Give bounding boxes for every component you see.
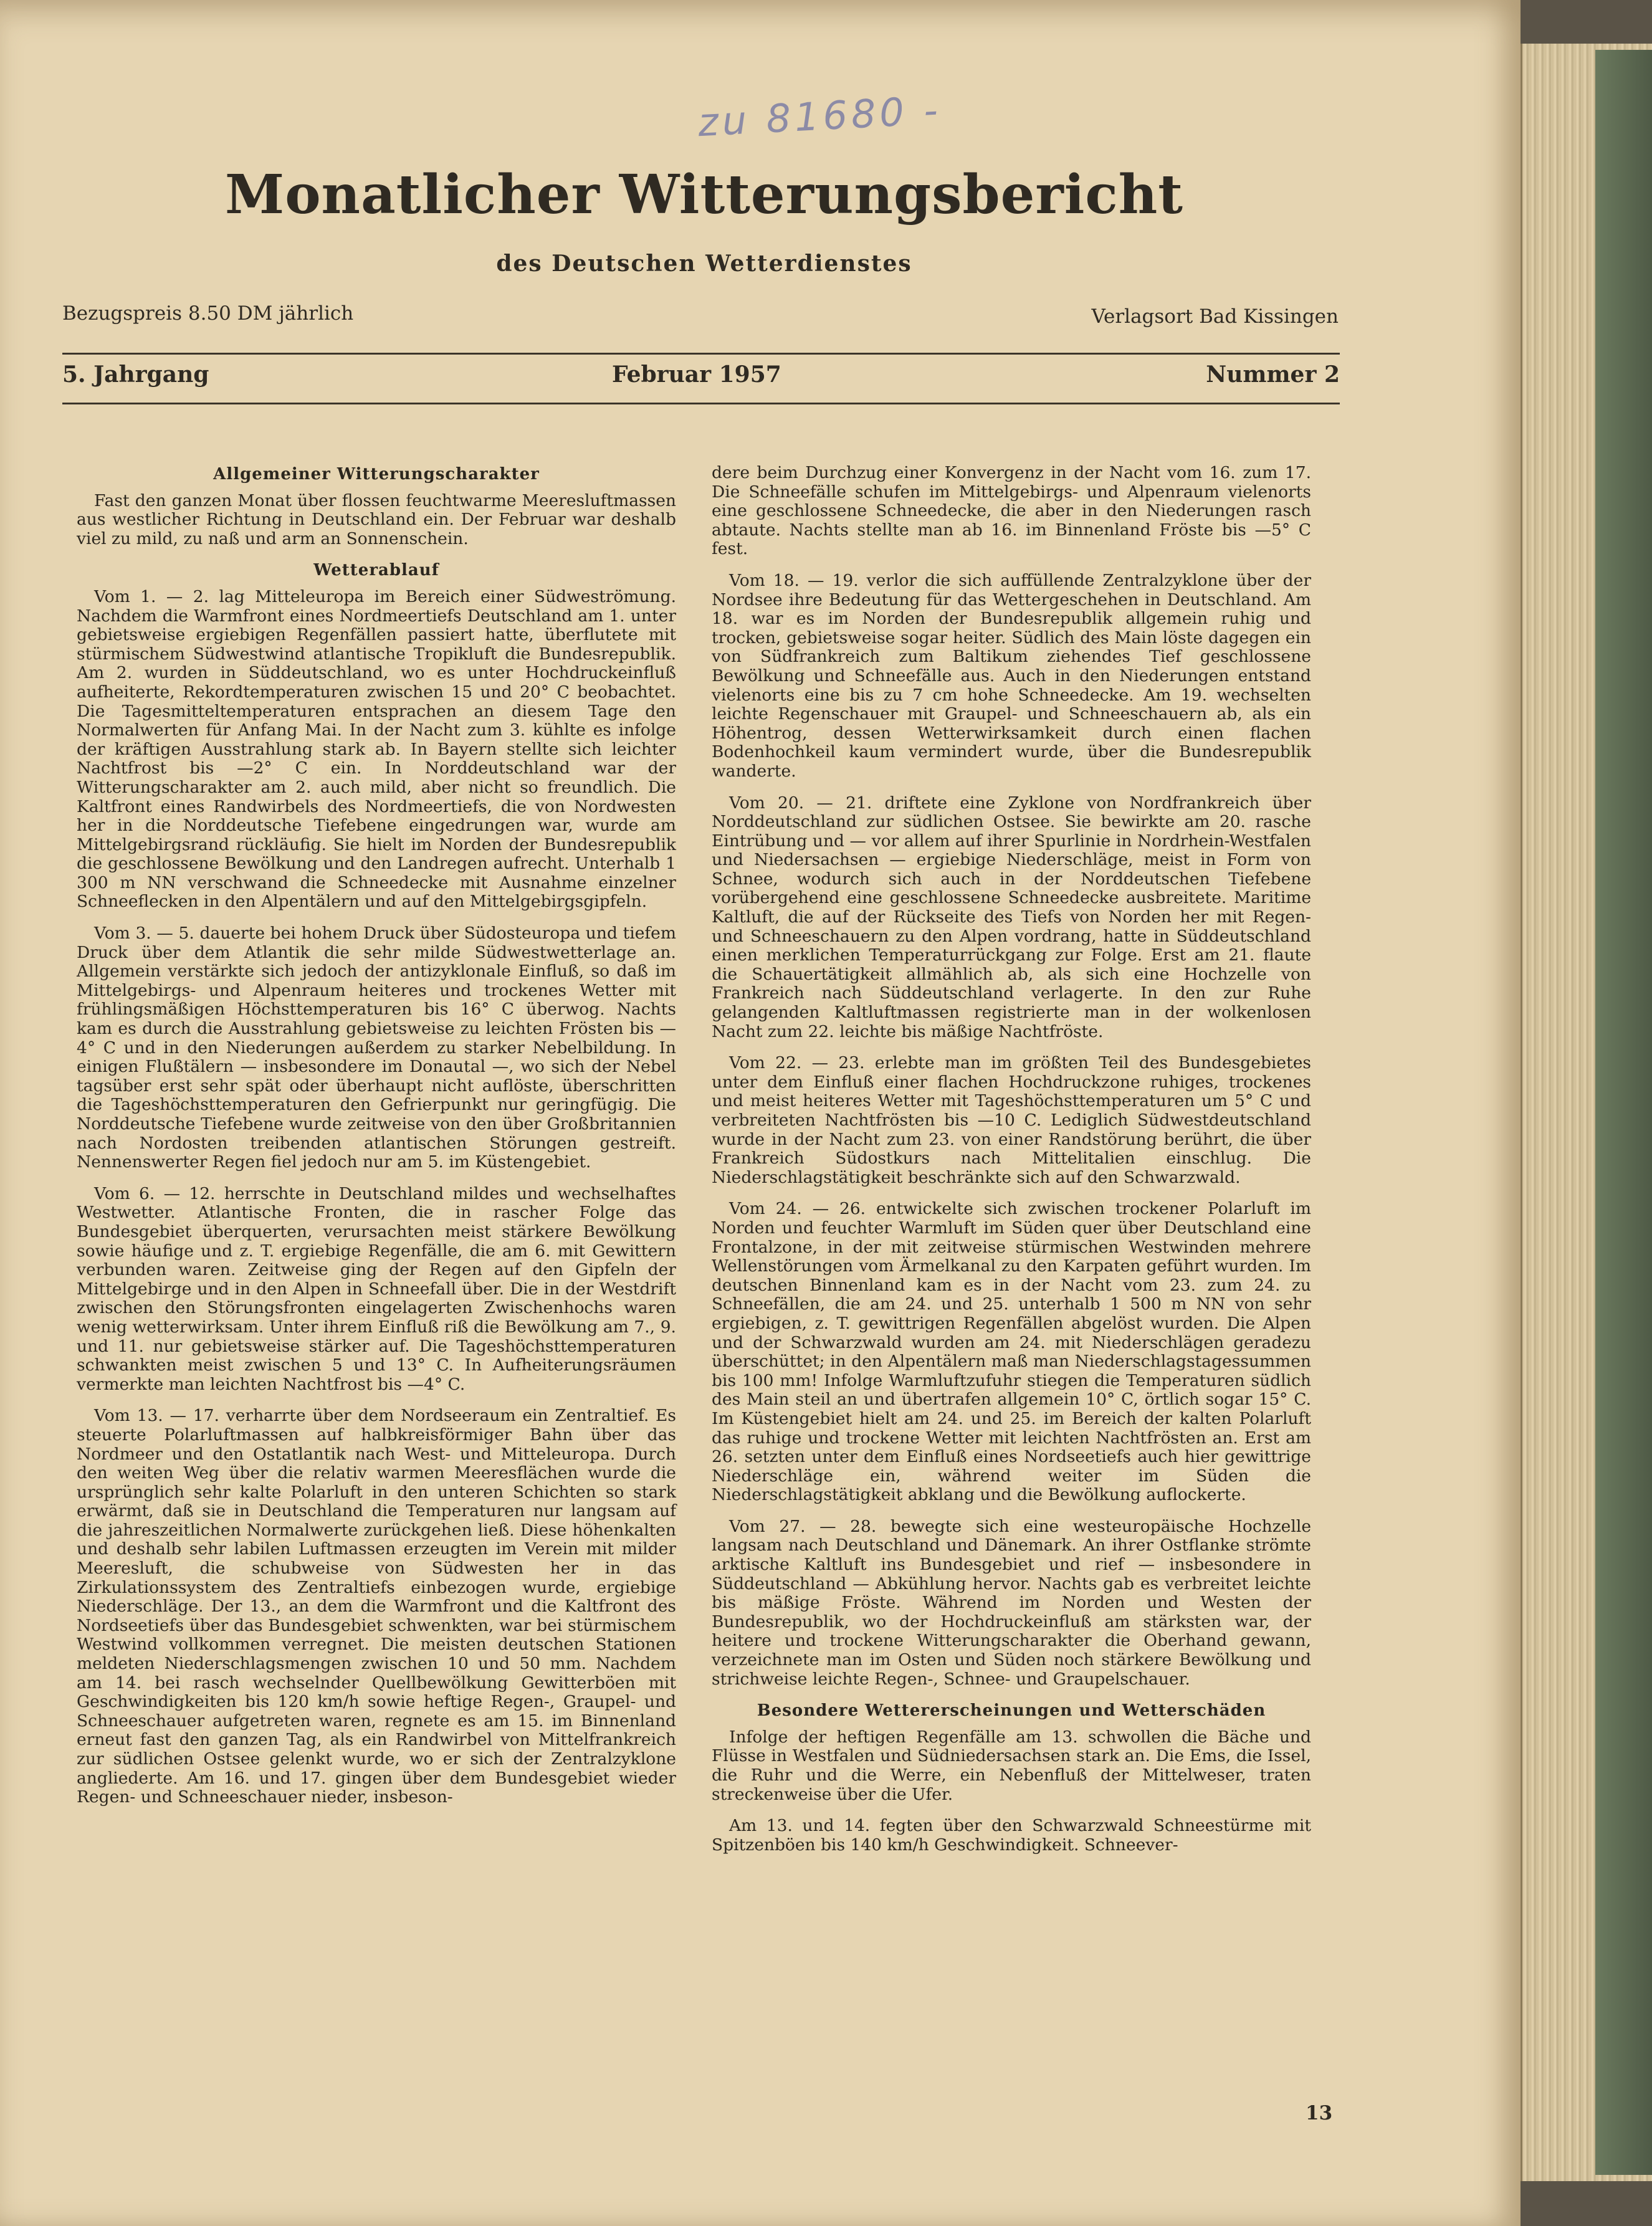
weather-damage-heading: Besondere Wettererscheinungen und Wetterschäden — [757, 1701, 1266, 1721]
paragraph-3-5: Vom 3. — 5. dauerte bei hohem Druck über Südosteuropa und tiefem Druck über dem Atlantik die sehr milde Südwestwetterlage an. Allgemein verstärkte sich jedoch der antizyklonale Einfluß, so daß im Mittelgebirgs- und Alpenraum heiteres und trockenes Wetter mit frühlingsmäßigen Höchsttemperaturen bis 16° C überwog. Nachts kam es durch die Ausstrahlung gebietsweise zu leichten Frösten bis —4° C und in den Niederungen außerdem zu starker Nebelbildung. In einigen Flußtälern — insbesondere im Donautal —, wo sich der Nebel tagsüber erst sehr spät oder überhaupt nicht auflöste, überschritten die Tageshöchsttemperaturen den Gefrierpunkt nur geringfügig. Die Norddeutsche Tiefebene wurde zeitweise von den über Großbritannien nach Nordosten treibenden atlantischen Störungen gestreift. Nennenswerter Regen fiel jedoch nur am 5. im Küstengebiet. — [77, 924, 676, 1172]
paragraph-22-23: Vom 22. — 23. erlebte man im größten Teil des Bundesgebietes unter dem Einfluß einer flachen Hochdruckzone ruhiges, trockenes und meist heiteres Wetter mit Tageshöchsttemperaturen um 5° C und verbreiteten Nachtfrösten bis —10 C. Lediglich Südwestdeutschland wurde in der Nacht zum 23. von einer Randstörung berührt, die über Frankreich Südostkurs nach Mittelitalien einschlug. Die Niederschlagstätigkeit beschränkte sich auf den Schwarzwald. — [712, 1053, 1311, 1187]
paragraph-1-2: Vom 1. — 2. lag Mitteleuropa im Bereich einer Südweströmung. Nachdem die Warmfront eines Nordmeertiefs Deutschland am 1. unter gebietsweise ergiebigen Regenfällen passiert hatte, überflutete mit stürmischem Südwestwind atlantische Tropikluft die Bundesrepublik. Am 2. wurden in Süddeutschland, wo es unter Hochdruckeinfluß aufheiterte, Rekordtemperaturen zwischen 15 und 20° C beobachtet. Die Tagesmitteltemperaturen entsprachen an diesem Tage den Normalwerten für Anfang Mai. In der Nacht zum 3. kühlte es infolge der kräftigen Ausstrahlung stark ab. In Bayern stellte sich leichter Nachtfrost bis —2° C ein. In Norddeutschland war der Witterungscharakter am 2. auch mild, aber nicht so freundlich. Die Kaltfront eines Randwirbels des Nordmeertiefs, die von Nordwesten her in die Norddeutsche Tiefebene eingedrungen war, wurde am Mittelgebirgsrand rückläufig. Sie hielt im Norden der Bundesrepublik die geschlossene Bewölkung und den Landregen aufrecht. Unterhalb 1 300 m NN verschwand die Schneedecke mit Ausnahme einzelner Schneeflecken in den Alpentälern und auf den Mittelgebirgsgipfeln. — [77, 586, 676, 912]
general-character-text: Fast den ganzen Monat über flossen feuchtwarme Meeresluftmassen aus westlicher Richtung in Deutschland ein. Der Februar war deshalb viel zu mild, zu naß und arm an Sonnenschein. — [77, 490, 676, 548]
weather-course-heading: Wetterablauf — [313, 561, 439, 580]
publication-title: Monatlicher Witterungsbericht — [225, 163, 1183, 226]
subscription-price: Bezugspreis 8.50 DM jährlich — [62, 302, 354, 325]
publishing-place: Verlagsort Bad Kissingen — [1091, 305, 1339, 328]
paragraph-24-26: Vom 24. — 26. entwickelte sich zwischen trockener Polarluft im Norden und feuchter Warmluft im Süden quer über Deutschland eine Frontalzone, in der mit zeitweise stürmischen Westwinden mehrere Wellenstörungen vom Ärmelkanal zu den Karpaten geführt wurden. Im deutschen Binnenland kam es in der Nacht vom 23. zum 24. zu Schneefällen, die am 24. und 25. unterhalb 1 500 m NN von sehr ergiebigen, z. T. gewittrigen Regenfällen abgelöst wurden. Die Alpen und der Schwarzwald wurden am 24. mit Niederschlägen geradezu überschüttet; in den Alpentälern maß man Niederschlagstagessummen bis 100 mm! Infolge Warmluftzufuhr stiegen die Temperaturen südlich des Main steil an und übertrafen allgemein 10° C, örtlich sogar 15° C. Im Küstengebiet hielt am 24. und 25. im Bereich der kalten Polarluft das ruhige und trockene Wetter mit leichten Nachtfrösten an. Erst am 26. setzten unter dem Einfluß eines Nordseetiefs auch hier gewittrige Niederschläge ein, während weiter im Süden die Niederschlagstätigkeit abklang und die Bewölkung auflockerte. — [712, 1199, 1311, 1505]
issue-number: Nummer 2 — [1206, 361, 1340, 388]
bottom-rule — [62, 403, 1340, 404]
paragraph-floods: Infolge der heftigen Regenfälle am 13. schwollen die Bäche und Flüsse in Westfalen und Südniedersachsen stark an. Die Ems, die Issel, die Ruhr und die Werre, ein Nebenfluß der Mittelweser, traten streckenweise über die Ufer. — [712, 1727, 1311, 1804]
paragraph-6-12: Vom 6. — 12. herrschte in Deutschland mildes und wechselhaftes Westwetter. Atlantische Fronten, die in rascher Folge das Bundesgebiet überquerten, verursachten meist stärkere Bewölkung sowie häufige und z. T. ergiebige Regenfälle, die am 6. mit Gewittern verbunden waren. Zeitweise ging der Regen auf den Gipfeln der Mittelgebirge und in den Alpen in Schneefall über. Die in der Westdrift zwischen den Störungsfronten eingelagerten Zwischenhochs waren wenig wetterwirksam. Unter ihrem Einfluß riß die Bewölkung am 7., 9. und 11. nur gebietsweise stärker auf. Die Tageshöchsttemperaturen schwankten meist zwischen 5 und 13° C. In Aufheiterungsräumen vermerkte man leichten Nachtfrost bis —4° C. — [77, 1183, 676, 1394]
right-column — [712, 464, 1311, 1867]
paragraph-13-17-continued: dere beim Durchzug einer Konvergenz in der Nacht vom 16. zum 17. Die Schneefälle schufen im Mittelgebirgs- und Alpenraum vielenorts eine geschlossene Schneedecke, die aber in den Niederungen rasch abtaute. Nachts stellte man ab 16. im Binnenland Fröste bis —5° C fest. — [712, 463, 1311, 559]
left-column — [77, 461, 676, 1820]
paragraph-13-17: Vom 13. — 17. verharrte über dem Nordseeraum ein Zentraltief. Es steuerte Polarluftmassen auf halbkreisförmiger Bahn über das Nordmeer und den Ostatlantik nach West- und Mitteleuropa. Durch den weiten Weg über die relativ warmen Meeresflächen wurde die ursprünglich sehr kalte Polarluft in den unteren Schichten so stark erwärmt, daß sie in Deutschland die Temperaturen nur langsam auf die jahreszeitlichen Normalwerte zurückgehen ließ. Diese höhenkalten und deshalb sehr labilen Luftmassen erzeugten im Verein mit milder Meeresluft, die schubweise von Südwesten her in das Zirkulationssystem des Zentraltiefs einbezogen wurde, ergiebige Niederschläge. Der 13., an dem die Warmfront und die Kaltfront des Nordseetiefs über das Bundesgebiet schwenkten, war bei stürmischem Westwind vollkommen verregnet. Die meisten deutschen Stationen meldeten Niederschlagsmengen zwischen 10 und 50 mm. Nachdem am 14. bei rasch wechselnder Quellbewölkung Gewitterböen mit Geschwindigkeiten bis 120 km/h sowie heftige Regen-, Graupel- und Schneeschauer aufgetreten waren, regnete es am 15. im Binnenland erneut fast den ganzen Tag, als ein Randwirbel von Mittelfrankreich zur südlichen Ostsee gelenkt wurde, wo er sich der Zentralzyklone angliederte. Am 16. und 17. gingen über dem Bundesgebiet wieder Regen- und Schneeschauer nieder, insbeson- — [77, 1406, 676, 1807]
volume-label: 5. Jahrgang — [62, 361, 209, 388]
paragraph-27-28: Vom 27. — 28. bewegte sich eine westeuropäische Hochzelle langsam nach Deutschland und Dänemark. An ihrer Ostflanke strömte arktische Kaltluft ins Bundesgebiet und rief — insbesondere in Süddeutschland — Abkühlung hervor. Nachts gab es verbreitet leichte bis mäßige Fröste. Während im Norden und Westen der Bundesrepublik, wo der Hochdruckeinfluß am stärksten war, der heitere und trockene Witterungscharakter die Oberhand gewann, verzeichnete man im Osten und Süden noch stärkere Bewölkung und strichweise leichte Regen-, Schnee- und Graupelschauer. — [712, 1516, 1311, 1689]
paragraph-snowstorms: Am 13. und 14. fegten über den Schwarzwald Schneestürme mit Spitzenböen bis 140 km/h Geschwindigkeit. Schneever- — [712, 1816, 1311, 1855]
issue-line — [62, 361, 1340, 393]
paragraph-18-19: Vom 18. — 19. verlor die sich auffüllende Zentralzyklone über der Nordsee ihre Bedeutung für das Wettergeschehen in Deutschland. Am 18. war es im Norden der Bundesrepublik allgemein ruhig und trocken, gebietsweise sogar heiter. Südlich des Main löste dagegen ein von Südfrankreich zum Baltikum ziehendes Tief geschlossene Bewölkung und Schneefälle aus. Auch in den Niederungen entstand vielenorts eine bis zu 7 cm hohe Schneedecke. Am 19. wechselten leichte Regenschauer mit Graupel- und Schneeschauern ab, als ein Höhentrog, dessen Wetterwirksamkeit durch einen flachen Bodenhochkeil kaum vermindert wurde, über die Bundesrepublik wanderte. — [712, 570, 1311, 781]
book-spine — [1595, 50, 1652, 2175]
issue-month: Februar 1957 — [612, 361, 781, 388]
top-rule — [62, 353, 1340, 355]
paragraph-20-21: Vom 20. — 21. driftete eine Zyklone von Nordfrankreich über Norddeutschland zur südlichen Ostsee. Sie bewirkte am 20. rasche Eintrübung und — vor allem auf ihrer Spurlinie in Nordrhein-Westfalen und Niedersachsen — ergiebige Niederschläge, meist in Form von Schnee, wodurch sich auch in der Norddeutschen Tiefebene vorübergehend eine geschlossene Schneedecke ausbreitete. Maritime Kaltluft, die auf der Rückseite des Tiefs von Norden her mit Regen- und Schneeschauern zu den Alpen vordrang, hatte in Süddeutschland einen merklichen Temperaturrückgang zur Folge. Erst am 21. flaute die Schauertätigkeit allmählich ab, als sich eine Hochzelle von Frankreich nach Süddeutschland verlagerte. In den zur Ruhe gelangenden Kaltluftmassen registrierte man in der wolkenlosen Nacht zum 22. leichte bis mäßige Nachtfröste. — [712, 793, 1311, 1041]
publication-subtitle: des Deutschen Wetterdienstes — [496, 251, 912, 277]
handwritten-annotation: zu 81680 - — [697, 87, 943, 146]
general-character-heading: Allgemeiner Witterungscharakter — [213, 465, 540, 484]
page-number: 13 — [1306, 2102, 1333, 2124]
